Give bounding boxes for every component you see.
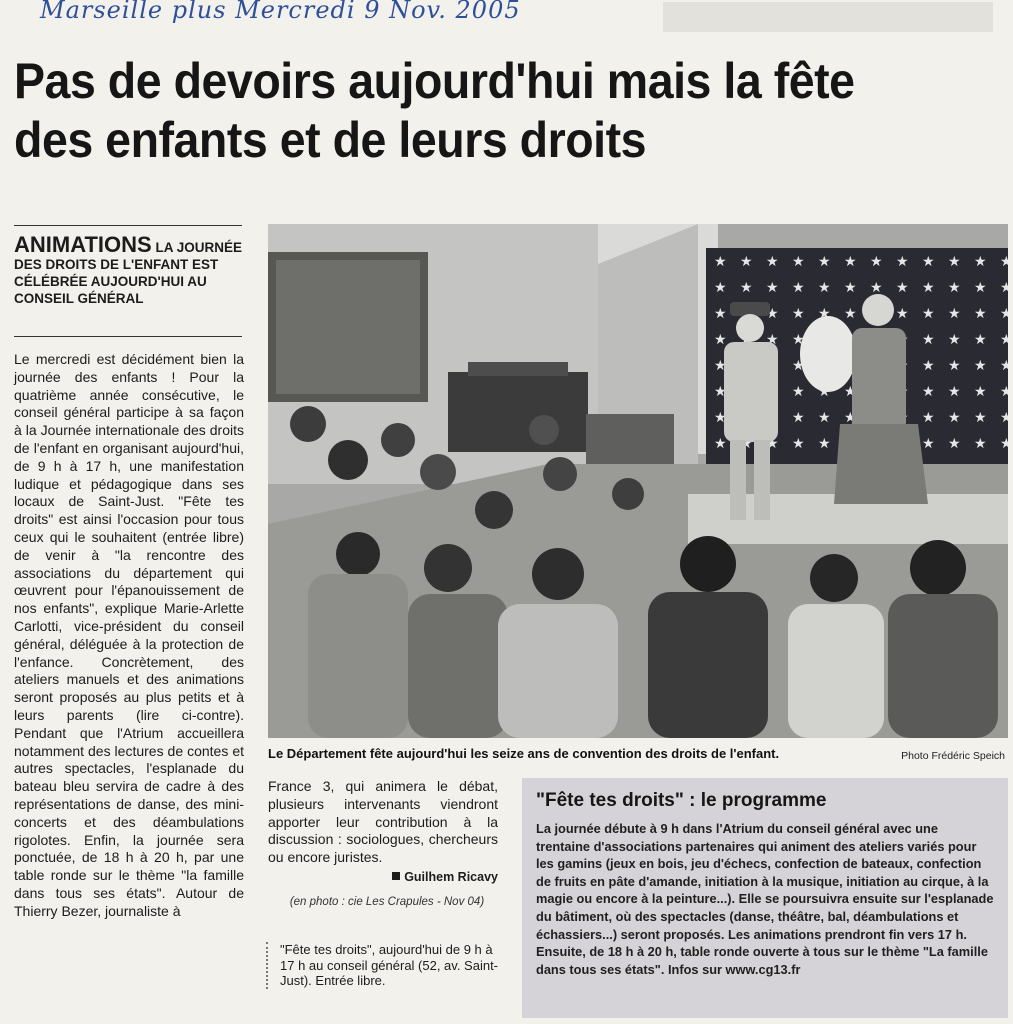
bleed-through-area	[663, 2, 993, 32]
article-kicker	[14, 234, 246, 307]
handwritten-date-note: Marseille plus Mercredi 9 Nov. 2005	[40, 0, 521, 24]
photo-caption: Le Département fête aujourd'hui les seize ans de convention des droits de l'enfant.	[268, 746, 780, 761]
kicker-top-rule	[14, 225, 242, 226]
kicker-label: ANIMATIONS	[14, 232, 152, 257]
kicker-text: LA JOURNÉE DES DROITS DE L'ENFANT EST CÉLÉBRÉE AUJOURD'HUI AU CONSEIL GÉNÉRAL	[14, 240, 242, 306]
article-body-column-1: Le mercredi est décidément bien la journée des enfants ! Pour la quatrième année consécutive, le conseil général participe à sa façon à la Journée internationale des droits de l'enfant en organisant aujourd'hui, de 9 h à 17 h, une manifestation ludique et pédagogique dans ses locaux de Saint-Just. "Fête tes droits" est ainsi l'occasion pour tous ceux qui le souhaitent (entrée libre) de venir à "la rencontre des associations du département qui œuvrent pour l'épanouissement de nos enfants", explique Marie-Arlette Carlotti, vice-président du conseil général, déléguée à la protection de l'enfance. Concrètement, des ateliers manuels et des animations seront proposés au plus petits et à leurs parents (lire ci-contre). Pendant que l'Atrium accueillera notamment des lectures de contes et autres spectacles, l'esplanade du bateau bleu servira de cadre à des représentations de danse, des mini-concerts et des déambulations rigolotes. Enfin, la journée sera ponctuée, de 18 h à 20 h, par une table ronde sur le thème "la famille dans tous ses états". Autour de Thierry Bezer, journaliste à	[14, 351, 244, 919]
kicker-bottom-rule	[14, 336, 242, 337]
photo-note: (en photo : cie Les Crapules - Nov 04)	[289, 896, 485, 908]
article-headline: Pas de devoirs aujourd'hui mais la fête des enfants et de leurs droits	[14, 53, 855, 168]
programme-text: La journée débute à 9 h dans l'Atrium du conseil général avec une trentaine d'associations partenaires qui animent des ateliers variés pour les gamins (jeux en bois, jeu d'échecs, confection de bateaux, confection de fruits en pâte d'amande, initiation à la musique, initiation au cirque, à la magie ou encore à la peinture...). Elle se poursuivra ensuite sur l'esplanade du bâtiment, où des spectacles (danse, théâtre, bal, déambulations et échassiers...) seront proposés. Les animations prendront fin vers 17 h. Ensuite, de 18 h à 20 h, table ronde ouverte à tous sur le thème "La famille dans tous ses états". Infos sur www.cg13.fr	[536, 821, 994, 977]
programme-box	[522, 778, 1008, 1018]
byline-square-icon	[392, 872, 400, 880]
article-body-column-2: France 3, qui animera le débat, plusieurs intervenants viendront apporter leur contribution à la discussion : sociologues, chercheurs ou encore juristes.	[268, 778, 498, 866]
article-byline	[300, 870, 498, 884]
clown-show-photo	[268, 224, 1008, 738]
programme-title: "Fête tes droits" : le programme	[536, 790, 827, 811]
article-photo	[268, 224, 1008, 738]
event-info-box: "Fête tes droits", aujourd'hui de 9 h à 17 h au conseil général (52, av. Saint-Just). Entrée libre.	[266, 942, 510, 989]
photo-credit: Photo Frédéric Speich	[901, 750, 1005, 762]
byline-author: Guilhem Ricavy	[404, 870, 498, 884]
